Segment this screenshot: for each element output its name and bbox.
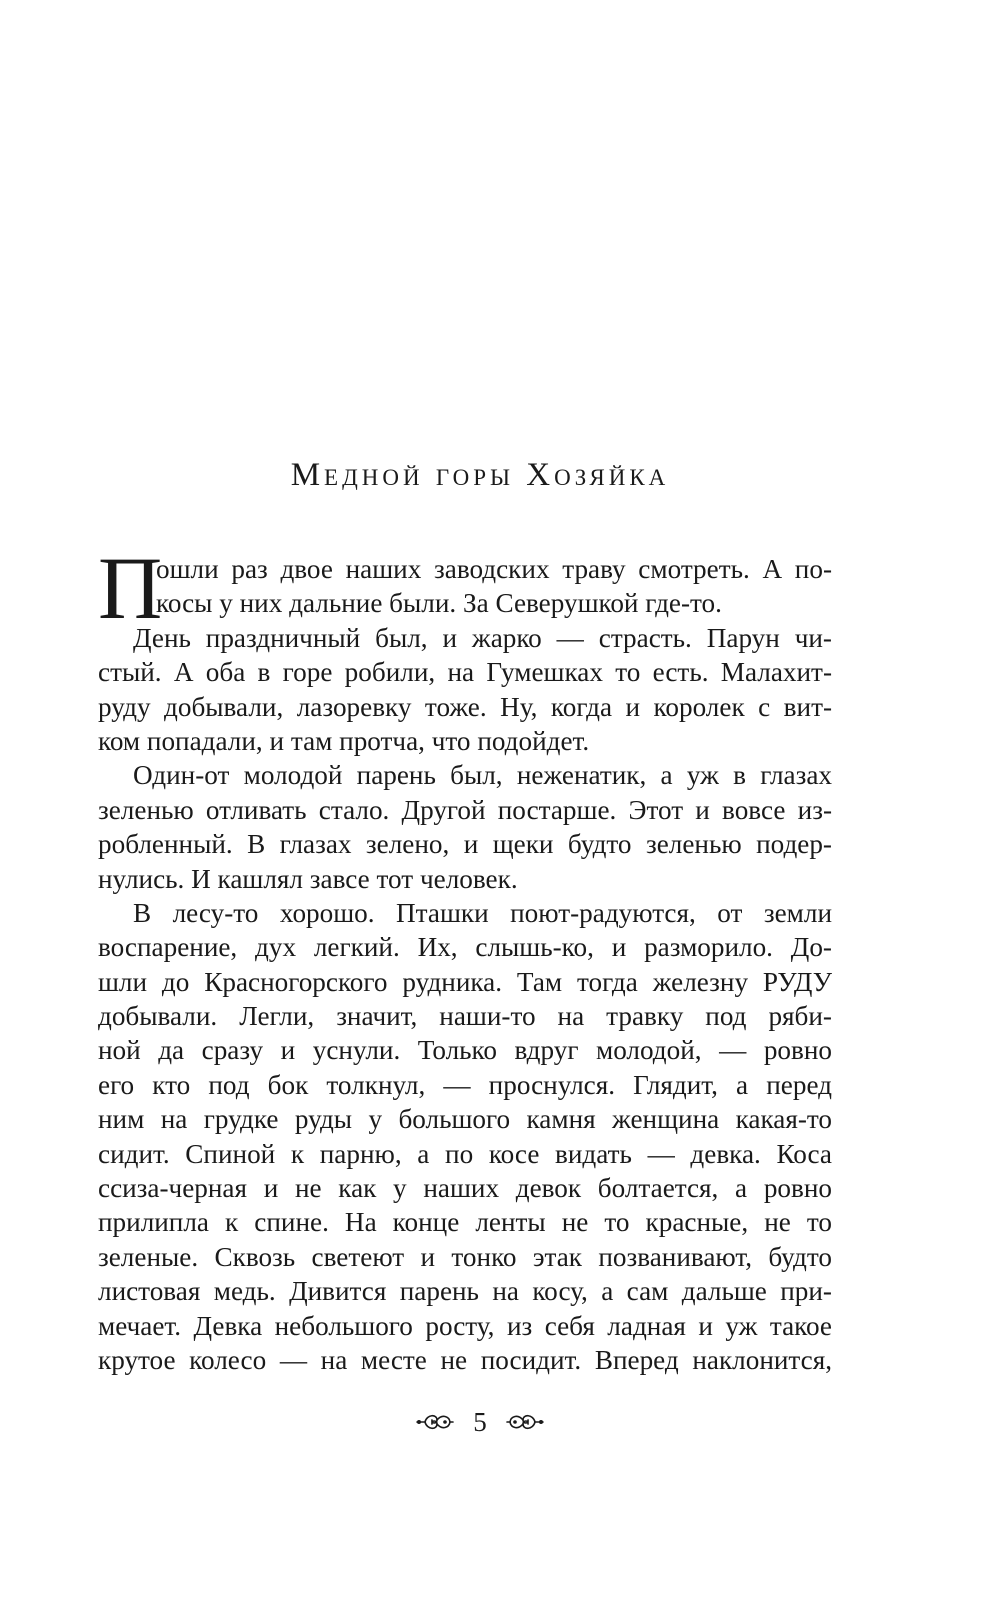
flourish-ornament-icon	[505, 1410, 545, 1434]
text-line: нулись. И кашлял завсе тот человек.	[98, 863, 518, 894]
page-title: Медной горы Хозяйка	[290, 457, 670, 493]
text-line: шли до Красногорского рудника. Там тогда железну РУДУ	[98, 966, 832, 997]
text-line: мечает. Девка небольшого росту, из себя ладная и уж такое	[98, 1310, 832, 1341]
text-line: его кто под бок толкнул, — проснулся. Глядит, а перед	[98, 1069, 832, 1100]
text-line: робленный. В глазах зелено, и щеки будто зеленью подер-	[98, 829, 832, 860]
flourish-ornament-icon	[415, 1410, 455, 1434]
text-line: прилипла к спине. На конце ленты не то красные, не то	[98, 1207, 832, 1238]
text-line: добывали. Легли, значит, наши-то на травку под ряби-	[98, 1001, 832, 1032]
text-line: воспарение, дух легкий. Их, слышь-ко, и разморило. До-	[98, 932, 832, 963]
text-line: сидит. Спиной к парню, а по косе видать — девка. Коса	[98, 1138, 832, 1169]
text-line: зеленые. Сквозь светеют и тонко этак позванивают, будто	[98, 1241, 832, 1272]
text-line: День праздничный был, и жарко — страсть. Парун чи-	[133, 622, 832, 653]
text-line: ссиза-черная и не как у наших девок болтается, а ровно	[98, 1173, 832, 1204]
text-line: крутое колесо — на месте не посидит. Вперед наклонится,	[98, 1344, 832, 1375]
text-line: ной да сразу и уснули. Только вдруг молодой, — ровно	[98, 1035, 832, 1066]
text-line: ошли раз двое наших заводских траву смотреть. А по-	[156, 554, 832, 584]
text-line: косы у них дальние были. За Северушкой где-то.	[156, 588, 722, 619]
body-text	[98, 540, 832, 1377]
text-line: листовая медь. Дивится парень на косу, а сам дальше при-	[98, 1276, 832, 1307]
text-line: ком попадали, и там протча, что подойдет.	[98, 725, 590, 756]
page-footer	[0, 1402, 960, 1442]
text-line: зеленью отливать стало. Другой постарше. Этот и вовсе из-	[98, 794, 832, 825]
text-line: руду добывали, лазоревку тоже. Ну, когда и королек с вит-	[98, 691, 832, 722]
text-line: стый. А оба в горе робили, на Гумешках то есть. Малахит-	[98, 657, 832, 688]
text-line: В лесу-то хорошо. Пташки поют-радуются, от земли	[133, 897, 832, 928]
page-number: 5	[473, 1407, 487, 1437]
text-line: Один-от молодой парень был, неженатик, а уж в глазах	[133, 760, 832, 791]
drop-cap: П	[98, 540, 163, 638]
text-line: ним на грудке руды у большого камня женщина какая-то	[98, 1104, 832, 1135]
